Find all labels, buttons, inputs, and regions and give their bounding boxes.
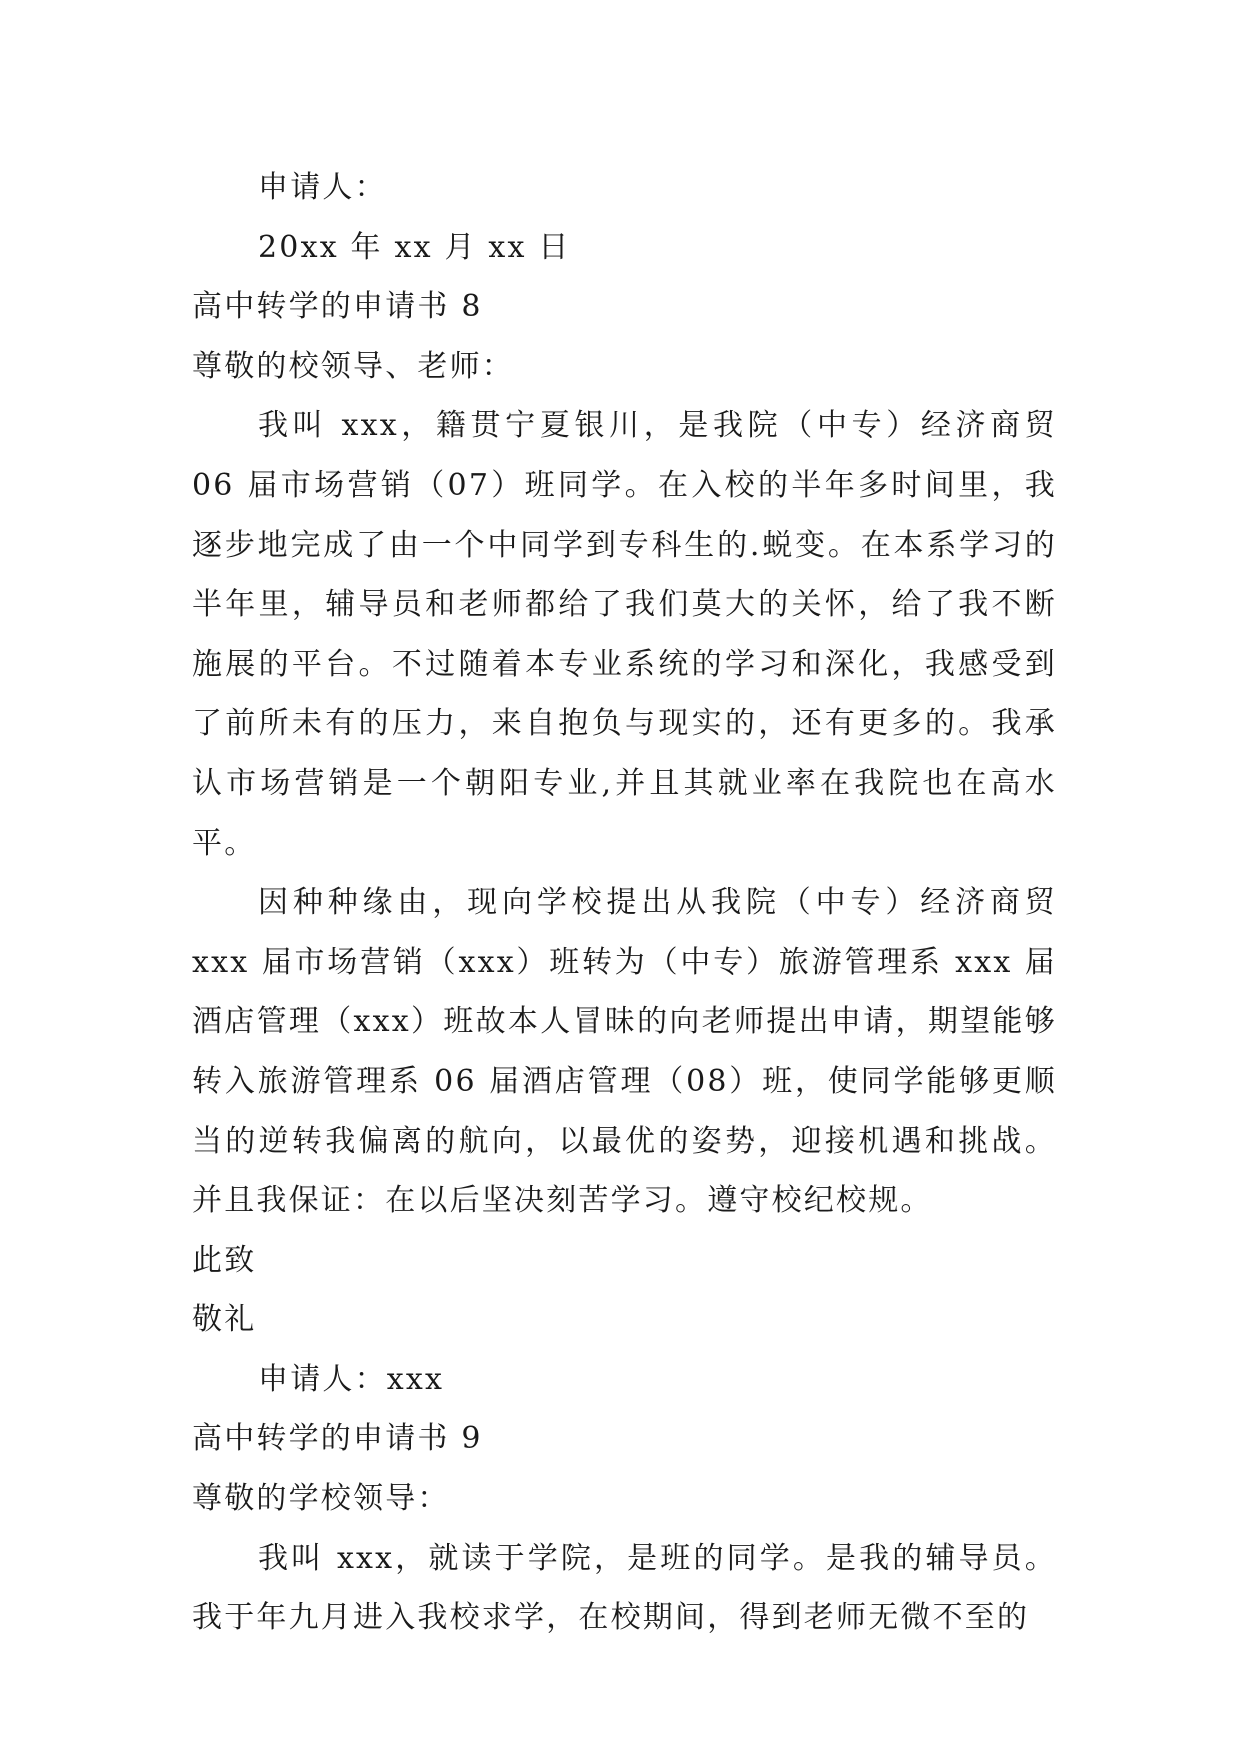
applicant-signature-line-2: 申请人：xxx	[258, 1361, 445, 1397]
salutation-9: 尊敬的学校领导：	[192, 1481, 450, 1517]
document-body	[192, 158, 1057, 1648]
closing-line-2: 敬礼	[192, 1302, 257, 1338]
letter-title-9: 高中转学的申请书 9	[192, 1421, 483, 1457]
letter-title-8: 高中转学的申请书 8	[192, 289, 483, 325]
date-line: 20xx 年 xx 月 xx 日	[258, 229, 571, 265]
salutation-8: 尊敬的校领导、老师：	[192, 348, 514, 384]
body-paragraph-9-1: 我叫 xxx，就读于学院，是班的同学。是我的辅导员。我于年九月进入我校求学，在校期间，得到老师无微不至的	[192, 1540, 1057, 1636]
closing-line-1: 此致	[192, 1242, 257, 1278]
applicant-signature-line: 申请人：	[258, 170, 387, 205]
body-paragraph-8-1: 我叫 xxx，籍贯宁夏银川，是我院（中专）经济商贸 06 届市场营销（07）班同学。在入校的半年多时间里，我逐步地完成了由一个中同学到专科生的.蜕变。在本系学习的半年里，辅导员和老师都给了我们莫大的关怀，给了我不断施展的平台。不过随着本专业系统的学习和深化，我感受到了前所未有的压力，来自抱负与现实的，还有更多的。我承认市场营销是一个朝阳专业,并且其就业率在我院也在高水平。	[192, 408, 1057, 861]
body-paragraph-8-2: 因种种缘由，现向学校提出从我院（中专）经济商贸 xxx 届市场营销（xxx）班转为（中专）旅游管理系 xxx 届酒店管理（xxx）班故本人冒昧的向老师提出申请，期望能够转入旅游管理系 06 届酒店管理（08）班，使同学能够更顺当的逆转我偏离的航向，以最优的姿势，迎接机遇和挑战。并且我保证：在以后坚决刻苦学习。遵守校纪校规。	[192, 885, 1057, 1219]
